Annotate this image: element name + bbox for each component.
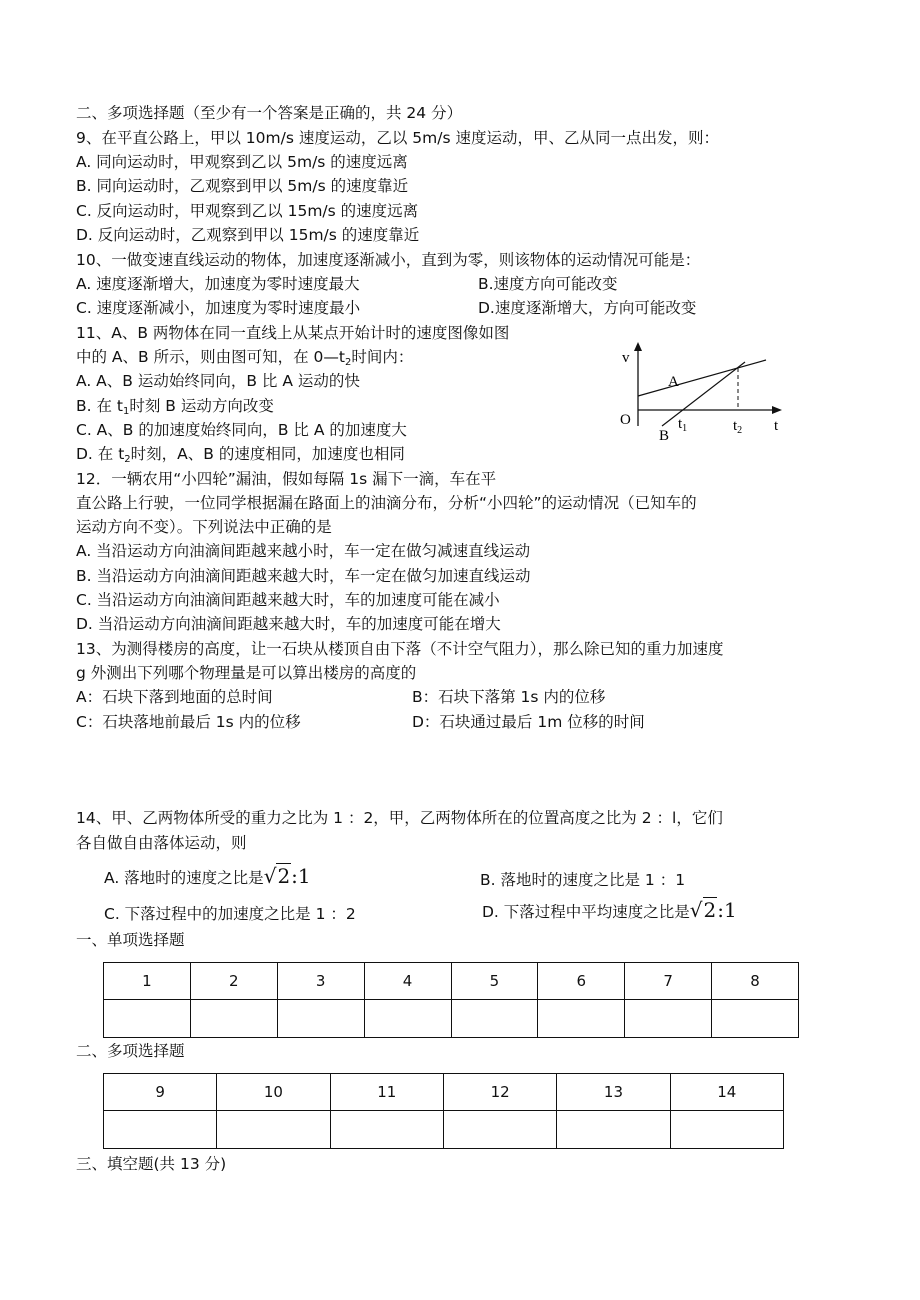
question-number-cell: 10 (217, 1074, 330, 1111)
q12-option-c: C. 当沿运动方向油滴间距越来越大时，车的加速度可能在减小 (76, 591, 500, 609)
answer-cell[interactable] (104, 1000, 191, 1038)
question-number-cell: 13 (557, 1074, 670, 1111)
q11-option-a: A. A、B 运动始终同向，B 比 A 运动的快 (76, 372, 360, 390)
sqrt-expression: √2:1 (689, 898, 737, 922)
multiple-choice-answer-table (103, 1073, 784, 1149)
q10-option-a: A. 速度逐渐增大，加速度为零时速度最大 (76, 275, 360, 293)
q12-option-d: D. 当沿运动方向油滴间距越来越大时，车的加速度可能在增大 (76, 615, 501, 633)
t1-label: $t_1$ (678, 416, 688, 434)
question-number-cell: 6 (538, 963, 625, 1000)
q12-option-a: A. 当沿运动方向油滴间距越来越小时，车一定在做匀减速直线运动 (76, 542, 531, 560)
answer-cell[interactable] (451, 1000, 538, 1038)
t2-label: $t_2$ (733, 418, 743, 436)
v-axis-arrow (634, 342, 642, 351)
q11-stem-line-1: 11、A、B 两物体在同一直线上从某点开始计时的速度图像如图 (76, 324, 510, 342)
answer-cell[interactable] (277, 1000, 364, 1038)
question-number-cell: 8 (712, 963, 799, 1000)
question-number-cell: 11 (330, 1074, 443, 1111)
question-number-cell: 12 (443, 1074, 556, 1111)
t-axis-label: t (774, 418, 779, 434)
q11-option-d: D. 在 $t_2$时刻，A、B 的速度相同，加速度也相同 (76, 445, 405, 465)
q12-stem-line-2: 直公路上行驶，一位同学根据漏在路面上的油滴分布，分析“小四轮”的运动情况（已知车的 (76, 494, 697, 512)
question-number-cell: 4 (364, 963, 451, 1000)
origin-label: O (620, 412, 631, 428)
q14-stem-line-2: 各自做自由落体运动，则 (76, 834, 247, 852)
q11-stem-line-2: 中的 A、B 所示，则由图可知，在 $0—t_2$时间内： (76, 348, 414, 368)
question-number-cell: 7 (625, 963, 712, 1000)
line-a (638, 360, 766, 396)
answer-cell[interactable] (104, 1111, 217, 1149)
v-axis-label: v (622, 350, 630, 366)
answer-cell[interactable] (712, 1000, 799, 1038)
question-number-cell: 5 (451, 963, 538, 1000)
q13-option-a: A：石块下落到地面的总时间 (76, 688, 273, 706)
line-a-label: A (668, 374, 679, 390)
q10-option-c: C. 速度逐渐减小，加速度为零时速度最小 (76, 299, 361, 317)
velocity-time-graph (610, 338, 790, 442)
single-choice-answer-table (103, 962, 799, 1038)
q12-stem-line-3: 运动方向不变）。下列说法中正确的是 (76, 518, 332, 536)
question-number-cell: 1 (104, 963, 191, 1000)
q14-option-d: D. 下落过程中平均速度之比是√2:1 (482, 898, 737, 922)
answer-cell[interactable] (625, 1000, 712, 1038)
answer-cell[interactable] (670, 1111, 783, 1149)
answer-cell[interactable] (443, 1111, 556, 1149)
q12-option-b: B. 当沿运动方向油滴间距越来越大时，车一定在做匀加速直线运动 (76, 567, 531, 585)
answer-cell[interactable] (190, 1000, 277, 1038)
t-axis-arrow (772, 406, 782, 414)
q10-option-d: D.速度逐渐增大，方向可能改变 (478, 299, 697, 317)
answer-cell[interactable] (557, 1111, 670, 1149)
q13-option-c: C：石块落地前最后 1s 内的位移 (76, 713, 301, 731)
answer-section-1-title: 一、单项选择题 (76, 931, 185, 949)
q9-stem: 9、在平直公路上，甲以 10m/s 速度运动，乙以 5m/s 速度运动，甲、乙从同一点出发，则： (76, 129, 719, 147)
section-3-header: 三、填空题(共 13 分) (76, 1155, 227, 1173)
answer-section-2-title: 二、多项选择题 (76, 1042, 185, 1060)
question-number-cell: 2 (190, 963, 277, 1000)
sqrt-expression: √2:1 (263, 864, 311, 888)
q10-stem: 10、一做变速直线运动的物体，加速度逐渐减小，直到为零，则该物体的运动情况可能是： (76, 251, 701, 269)
q14-option-c: C. 下落过程中的加速度之比是 1 ：2 (104, 905, 356, 923)
answer-cell[interactable] (364, 1000, 451, 1038)
question-number-cell: 3 (277, 963, 364, 1000)
q10-option-b: B.速度方向可能改变 (478, 275, 618, 293)
q13-option-b: B：石块下落第 1s 内的位移 (412, 688, 606, 706)
q9-option-c: C. 反向运动时，甲观察到乙以 15m/s 的速度远离 (76, 202, 419, 220)
q14-stem-line-1: 14、甲、乙两物体所受的重力之比为 1 ：2，甲，乙两物体所在的位置高度之比为 2 ：l，它们 (76, 809, 723, 827)
line-b-label: B (659, 428, 670, 442)
q9-option-a: A. 同向运动时，甲观察到乙以 5m/s 的速度远离 (76, 153, 408, 171)
q12-stem-line-1: 12．一辆农用“小四轮”漏油，假如每隔 1s 漏下一滴，车在平 (76, 470, 497, 488)
question-number-cell: 14 (670, 1074, 783, 1111)
q9-option-d: D. 反向运动时，乙观察到甲以 15m/s 的速度靠近 (76, 226, 420, 244)
q9-option-b: B. 同向运动时，乙观察到甲以 5m/s 的速度靠近 (76, 177, 409, 195)
q14-option-a: A. 落地时的速度之比是√2:1 (104, 864, 311, 888)
line-b (662, 362, 745, 426)
q11-option-c: C. A、B 的加速度始终同向，B 比 A 的加速度大 (76, 421, 407, 439)
question-number-cell: 9 (104, 1074, 217, 1111)
answer-cell[interactable] (538, 1000, 625, 1038)
q13-stem-line-2: g 外测出下列哪个物理量是可以算出楼房的高度的 (76, 664, 417, 682)
section-2-header: 二、多项选择题（至少有一个答案是正确的，共 24 分） (76, 104, 463, 122)
q13-stem-line-1: 13、为测得楼房的高度，让一石块从楼顶自由下落（不计空气阻力），那么除已知的重力加速度 (76, 640, 724, 658)
answer-cell[interactable] (330, 1111, 443, 1149)
q13-option-d: D：石块通过最后 1m 位移的时间 (412, 713, 645, 731)
q14-option-b: B. 落地时的速度之比是 1 ：1 (480, 871, 686, 889)
q11-option-b: B. 在 $t_1$时刻 B 运动方向改变 (76, 397, 274, 417)
answer-cell[interactable] (217, 1111, 330, 1149)
